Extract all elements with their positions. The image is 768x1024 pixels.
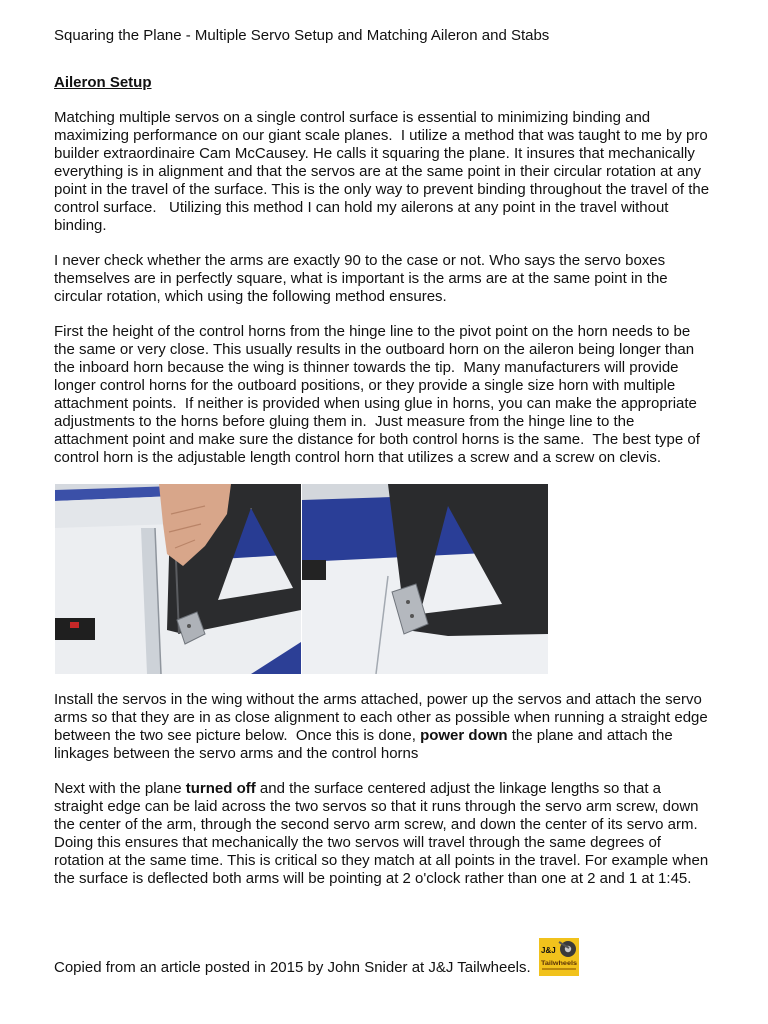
wing-panel (55, 496, 175, 528)
paragraph-line: the center of the arm, through the second servo arm screw, and down the center of its servo arm. (54, 816, 698, 833)
paragraph-line: themselves are in perfectly square, what is important is the arms are at the same point in the (54, 270, 668, 287)
line-text: and the surface centered adjust the linkage lengths so that a (255, 780, 662, 797)
paragraph-line: point in the travel of the surface. This is the only way to prevent binding throughout the travel of the (54, 181, 710, 198)
line-text: between the two see picture below. Once this is done, (54, 727, 421, 744)
emphasis-turned-off: turned off (185, 780, 256, 797)
paragraph-line: control horn is the adjustable length control horn that utilizes a screw and a screw on clevis. (54, 449, 661, 466)
paragraph-line: everything is in alignment and that the servos are at the same point in their circular rotation at any (54, 163, 702, 180)
logo-underline (542, 968, 576, 970)
control-horn-hole (410, 614, 414, 618)
paragraph-line: adjustments to the horns before gluing them in. Just measure from the hinge line to the (54, 413, 635, 430)
paragraph-line: First the height of the control horns from the hinge line to the pivot point on the horn needs to be (54, 323, 691, 340)
photo-square-on-aileron-right (302, 484, 548, 674)
logo-text-top: J&J (541, 946, 556, 955)
switch-block (302, 560, 326, 580)
paragraph-line: arms so that they are in as close alignment to each other as possible when running a straight edge (54, 709, 708, 726)
paragraph-line: the same or very close. This usually results in the outboard horn on the aileron being longer than (54, 341, 695, 358)
section-heading: Aileron Setup (54, 74, 152, 91)
paragraph-line: binding. (54, 217, 107, 234)
paragraph-line: maximizing performance on our giant scale planes. I utilize a method that was taught to me by pro (54, 127, 708, 144)
paragraph-line: circular rotation, which using the following method ensures. (54, 288, 447, 305)
paragraph-line: longer control horns for the outboard positions, or they provide a single size horn with multiple (54, 377, 676, 394)
paragraph-1 (54, 109, 709, 235)
paragraph-line (54, 780, 708, 798)
switch-block (55, 618, 95, 640)
paragraph-line: attachment point and make sure the distance for both control horns is the same. The best type of (54, 431, 700, 448)
paragraph-line: the inboard horn because the wing is thinner towards the tip. Many manufacturers will provide (54, 359, 679, 376)
paragraph-line: I never check whether the arms are exactly 90 to the case or not. Who says the servo boxes (54, 252, 666, 269)
paragraph-4 (54, 691, 708, 763)
paragraph-line: Matching multiple servos on a single control surface is essential to minimizing binding and (54, 109, 651, 126)
document-header: Squaring the Plane - Multiple Servo Setup and Matching Aileron and Stabs (54, 27, 550, 44)
line-text: Next with the plane (54, 780, 186, 797)
logo-text-bottom: Tailwheels (541, 960, 578, 967)
paragraph-line: attachment points. If neither is provided when using glue in horns, you can make the appropriate (54, 395, 697, 412)
paragraph-line: straight edge can be laid across the two servos so that it runs through the servo arm screw, down (54, 798, 699, 815)
paragraph-line: builder extraordinaire Cam McCausey. He calls it squaring the plane. It insures that mechanically (54, 145, 695, 162)
switch-indicator (70, 622, 79, 628)
paragraph-line: linkages between the servo arms and the control horns (54, 745, 419, 762)
paragraph-line (54, 727, 708, 745)
paragraph-line: Install the servos in the wing without the arms attached, power up the servos and attach the servo (54, 691, 702, 708)
jj-tailwheels-logo (539, 938, 579, 976)
line-text: the plane and attach the (507, 727, 673, 744)
control-horn-hole (187, 624, 191, 628)
paragraph-3 (54, 323, 700, 467)
paragraph-2 (54, 252, 668, 306)
footer-attribution: Copied from an article posted in 2015 by John Snider at J&J Tailwheels. (54, 959, 531, 976)
paragraph-line: control surface. Utilizing this method I can hold my ailerons at any point in the travel without (54, 199, 669, 216)
paragraph-line: the surface is deflected both arms will be pointing at 2 o'clock rather than one at 2 and 1 at 1:45. (54, 870, 692, 887)
paragraph-line: Doing this ensures that mechanically the two servos will travel through the same degrees of (54, 834, 661, 851)
emphasis-power-down: power down (420, 727, 508, 744)
paragraph-5 (54, 780, 708, 888)
control-horn-hole (406, 600, 410, 604)
paragraph-line: rotation at the same time. This is critical so they match at all points in the travel. For example when (54, 852, 709, 869)
photo-square-on-aileron-left (55, 484, 301, 674)
